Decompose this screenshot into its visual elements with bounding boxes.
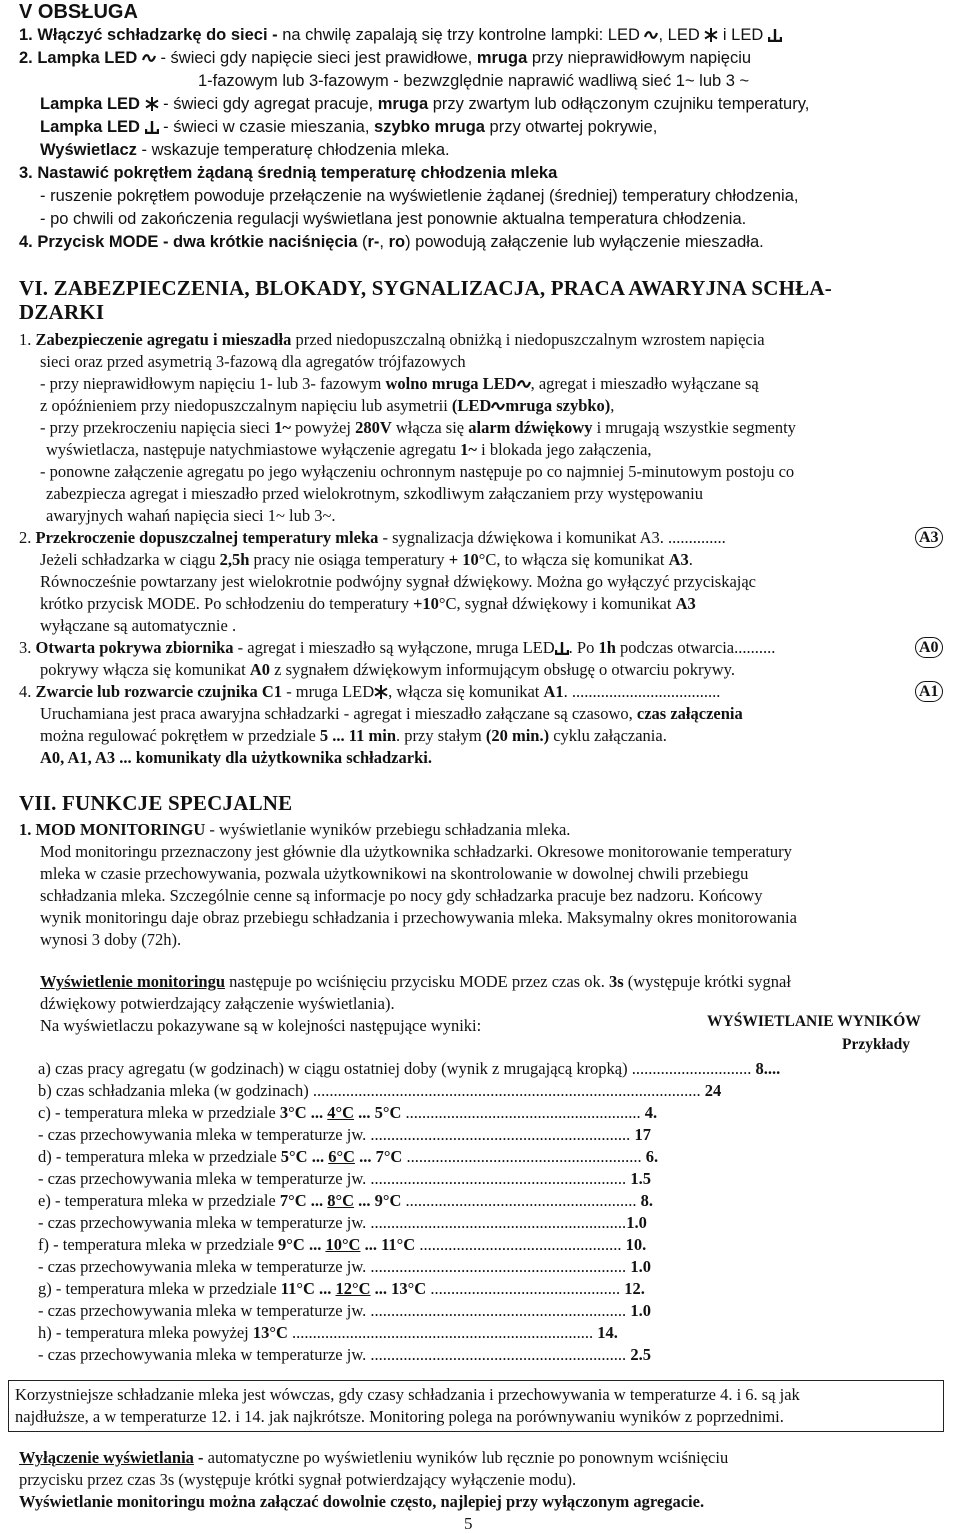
- section-5-title: V OBSŁUGA: [19, 1, 138, 23]
- result-example-value: 2.5: [630, 1345, 651, 1364]
- result-row-label: d) - temperatura mleka w przedziale: [38, 1147, 281, 1166]
- result-row-label: - czas przechowywania mleka w temperaturze jw. ..............................................................: [38, 1169, 631, 1188]
- results-header: WYŚWIETLANIE WYNIKÓW: [707, 1013, 921, 1030]
- summary-line-1: Korzystniejsze schładzanie mleka jest wówczas, gdy czasy schładzania i przechowywania w temperaturze 4. i 6. są jak: [15, 1385, 800, 1404]
- display-monitoring-line-3: Na wyświetlaczu pokazywane są w kolejności następujące wyniki:: [40, 1016, 482, 1035]
- summary-line-2: najdłuższe, a w temperaturze 12. i 14. jak najkrótsze. Monitoring polega na porównywaniu wyników z poprzednimi.: [15, 1407, 784, 1426]
- result-example-value: 8....: [755, 1059, 781, 1078]
- range-sep: ...: [354, 1191, 375, 1210]
- display-monitoring-line: Wyświetlenie monitoringu następuje po wciśnięciu przycisku MODE przez czas ok. 3s (występuje krótki sygnał: [40, 972, 791, 991]
- result-row-label: - czas przechowywania mleka w temperaturze jw. ..............................................................: [38, 1301, 631, 1320]
- range-start: 5°C: [280, 1147, 308, 1166]
- tilde-icon: [142, 51, 156, 65]
- range-mid: 8°C: [327, 1191, 355, 1210]
- item-1-line-3: - przy nieprawidłowym napięciu 1- lub 3- fazowym wolno mruga LED , agregat i mieszadło wyłączane są: [40, 374, 759, 393]
- range-sep: ...: [354, 1103, 375, 1122]
- item-1-line-6: wyświetlacza, następuje natychmiastowe wyłączenie agregatu 1~ i blokada jego załączenia,: [46, 440, 652, 459]
- section-6-title: VI. ZABEZPIECZENIA, BLOKADY, SYGNALIZACJA, PRACA AWARYJNA SCHŁA-: [19, 276, 832, 300]
- item-2-line-5: wyłączane są automatycznie .: [40, 616, 237, 635]
- result-row-label: f) - temperatura mleka w przedziale: [38, 1235, 279, 1254]
- item-1-line-9: awaryjnych wahań napięcia sieci 1~ lub 3~.: [46, 506, 336, 525]
- range-end: 11°C: [381, 1235, 416, 1254]
- step-4-line: 4. Przycisk MODE - dwa krótkie naciśnięcia (r-, ro) powodują załączenie lub wyłączenie mieszadła.: [19, 233, 764, 251]
- result-row-dots: .........................................................................: [287, 1323, 598, 1342]
- range-end: 5°C: [374, 1103, 402, 1122]
- result-example-value: 10.: [625, 1235, 647, 1254]
- item-4-line: 4. Zwarcie lub rozwarcie czujnika C1 - mruga LED , włącza się komunikat A1. ....................................: [19, 682, 721, 701]
- item-1-line-2: sieci oraz przed asymetrią 3-fazową dla agregatów trójfazowych: [40, 352, 466, 371]
- result-row: [38, 1081, 721, 1101]
- result-row-label: a) czas pracy agregatu (w godzinach) w ciągu ostatniej doby (wynik z mrugającą kropką) .............................: [38, 1059, 756, 1078]
- result-row-label: c) - temperatura mleka w przedziale: [38, 1103, 280, 1122]
- results-examples-label: Przykłady: [842, 1036, 911, 1053]
- result-row-label: - czas przechowywania mleka w temperaturze jw. ..............................................................: [38, 1213, 627, 1232]
- result-example-value: 1.0: [626, 1213, 647, 1232]
- mixer-icon: [555, 641, 569, 655]
- range-start: 9°C: [278, 1235, 305, 1254]
- display-off-line-3: Wyświetlanie monitoringu można załączać dowolnie często, najlepiej przy wyłączonym agregacie.: [19, 1492, 705, 1511]
- monitoring-desc-2: mleka w czasie przechowywania, pozwala użytkownikowi na skontrolowanie w dowolnej chwili przebiegu: [40, 864, 749, 883]
- item-4-line-2: Uruchamiana jest praca awaryjna schładzarki - agregat i mieszadło załączane są czasowo, czas załączenia: [40, 704, 743, 723]
- range-start: 3°C: [279, 1103, 307, 1122]
- result-row: [38, 1103, 657, 1123]
- monitoring-desc-1: Mod monitoringu przeznaczony jest głównie dla użytkownika schładzarki. Okresowe monitorowanie temperatury: [40, 842, 792, 861]
- display-off-line: Wyłączenie wyświetlania - automatyczne po wyświetleniu wyników lub ręcznie po ponownym wciśnięciu: [19, 1448, 729, 1467]
- result-row-dots: .................................................: [415, 1235, 626, 1254]
- monitoring-desc-5: wynosi 3 doby (72h).: [40, 930, 182, 949]
- alarm-code-badge-a0: A0: [915, 637, 943, 658]
- result-row-label: e) - temperatura mleka w przedziale: [38, 1191, 280, 1210]
- snowflake-icon: [374, 685, 388, 699]
- result-row-label: b) czas schładzania mleka (w godzinach) ..............................................................................................: [38, 1081, 705, 1100]
- result-row-label: h) - temperatura mleka powyżej: [38, 1323, 253, 1342]
- result-row: [38, 1213, 647, 1233]
- result-row: [38, 1279, 645, 1299]
- monitoring-mode-line: 1. MOD MONITORINGU - wyświetlanie wyników przebiegu schładzania mleka.: [19, 820, 571, 839]
- step-3-sub-2: - po chwili od zakończenia regulacji wyświetlana jest ponownie aktualna temperatura chłodzenia.: [40, 210, 747, 228]
- result-row: [38, 1235, 646, 1255]
- result-row: [38, 1147, 658, 1167]
- result-row: [38, 1191, 653, 1211]
- item-3-line-2: pokrywy włącza się komunikat A0 z sygnałem dźwiękowym informującym obsługę o otwarciu pokrywy.: [40, 660, 735, 679]
- range-end: 9°C: [374, 1191, 402, 1210]
- result-example-value: 4.: [644, 1103, 658, 1122]
- step-3-sub-1: - ruszenie pokrętłem powoduje przełączenie na wyświetlenie żądanej (średniej) temperatury chłodzenia,: [40, 187, 799, 205]
- item-4-line-3: można regulować pokrętłem w przedziale 5 ... 11 min. przy stałym (20 min.) cyklu załączania.: [40, 726, 667, 745]
- range-sep: ...: [314, 1279, 336, 1298]
- item-1-line: 1. Zabezpieczenie agregatu i mieszadła przed niedopuszczalną obniżką i niedopuszczalnym wzrostem napięcia: [19, 330, 765, 349]
- result-row: [38, 1345, 651, 1365]
- result-row: [38, 1257, 651, 1277]
- range-mid: 4°C: [327, 1103, 355, 1122]
- result-example-value: 8.: [640, 1191, 654, 1210]
- range-start: 11°C: [280, 1279, 315, 1298]
- item-2-line: 2. Przekroczenie dopuszczalnej temperatury mleka - sygnalizacja dźwiękowa i komunikat A3. ..............: [19, 528, 726, 547]
- monitoring-desc-3: schładzania mleka. Szczególnie cenne są informacje po nocy gdy schładzarka pracuje bez nadzoru. Końcowy: [40, 886, 763, 905]
- section-6-title-2: DZARKI: [19, 300, 105, 324]
- display-line: Wyświetlacz - wskazuje temperaturę chłodzenia mleka.: [40, 141, 450, 159]
- tilde-icon: [517, 377, 531, 391]
- summary-box: [8, 1380, 944, 1432]
- item-1-line-7: - ponowne załączenie agregatu po jego wyłączeniu ochronnym następuje po co najmniej 5-minutowym postoju co: [40, 462, 795, 481]
- snowflake-icon: [704, 28, 718, 42]
- step-3-line: 3. Nastawić pokrętłem żądaną średnią temperaturę chłodzenia mleka: [19, 164, 558, 182]
- result-row-dots: .........................................................: [402, 1147, 646, 1166]
- item-1-line-8: zabezpiecza agregat i mieszadło przed wielokrotnym, szkodliwym załączaniem przy występowaniu: [46, 484, 703, 503]
- step-2-line-2: 1-fazowym lub 3-fazowym - bezwzględnie naprawić wadliwą sieć 1~ lub 3 ~: [198, 72, 750, 90]
- range-mid: 6°C: [328, 1147, 355, 1166]
- result-row: [38, 1169, 651, 1189]
- result-row-label: g) - temperatura mleka w przedziale: [38, 1279, 281, 1298]
- result-row-dots: ........................................................: [401, 1191, 641, 1210]
- item-1-line-4: z opóźnieniem przy niedopuszczalnym napięciu lub asymetrii (LED mruga szybko),: [40, 396, 615, 415]
- tilde-icon: [491, 399, 505, 413]
- section-7-title: VII. FUNKCJE SPECJALNE: [19, 791, 293, 815]
- led-compressor-line: Lampka LED - świeci gdy agregat pracuje, mruga przy zwartym lub odłączonym czujniku temperatury,: [40, 95, 810, 113]
- display-off-line-2: przycisku przez czas 3s (występuje krótki sygnał potwierdzający wyłączenie modu).: [19, 1470, 577, 1489]
- page-number: 5: [464, 1514, 473, 1533]
- range-mid: 10°C: [325, 1235, 361, 1254]
- range-start: 13°C: [252, 1323, 288, 1342]
- range-mid: 12°C: [335, 1279, 371, 1298]
- result-example-value: 12.: [624, 1279, 645, 1298]
- result-example-value: 14.: [597, 1323, 618, 1342]
- step-2-line: 2. Lampka LED - świeci gdy napięcie sieci jest prawidłowe, mruga przy nieprawidłowym napięciu: [19, 49, 752, 67]
- step-1-line: 1. Włączyć schładzarkę do sieci - na chwilę zapalają się trzy kontrolne lampki: LED , LED i LED: [19, 25, 782, 45]
- mixer-icon: [768, 28, 782, 42]
- range-sep: ...: [354, 1147, 376, 1166]
- result-example-value: 24: [704, 1081, 722, 1100]
- range-sep: ...: [304, 1235, 326, 1254]
- led-mixer-line: Lampka LED - świeci w czasie mieszania, szybko mruga przy otwartej pokrywie,: [40, 118, 658, 136]
- range-sep: ...: [360, 1235, 382, 1254]
- range-sep: ...: [306, 1103, 328, 1122]
- tilde-icon: [644, 28, 658, 42]
- result-example-value: 6.: [645, 1147, 659, 1166]
- display-monitoring-line-2: dźwiękowy potwierdzający załączenie wyświetlania).: [40, 994, 395, 1013]
- item-3-line: 3. Otwarta pokrywa zbiornika - agregat i mieszadło są wyłączone, mruga LED . Po 1h podczas otwarcia..........: [19, 638, 776, 657]
- result-row-label: - czas przechowywania mleka w temperaturze jw. ...............................................................: [38, 1125, 635, 1144]
- result-example-value: 1.0: [630, 1301, 651, 1320]
- result-row: [38, 1059, 780, 1079]
- mixer-icon: [145, 120, 159, 134]
- result-example-value: 1.0: [630, 1257, 651, 1276]
- item-2-line-2: Jeżeli schładzarka w ciągu 2,5h pracy nie osiąga temperatury + 10°C, to włącza się komunikat A3.: [40, 550, 693, 569]
- result-example-value: 1.5: [630, 1169, 651, 1188]
- alarm-code-badge-a3: A3: [915, 527, 943, 548]
- result-row: [38, 1301, 651, 1321]
- item-2-line-4: krótko przycisk MODE. Po schłodzeniu do temperatury +10°C, sygnał dźwiękowy i komunikat A3: [40, 594, 696, 613]
- item-1-line-5: - przy przekroczeniu napięcia sieci 1~ powyżej 280V włącza się alarm dźwiękowy i mrugają wszystkie segmenty: [40, 418, 796, 437]
- result-row-label: - czas przechowywania mleka w temperaturze jw. ..............................................................: [38, 1345, 631, 1364]
- range-end: 7°C: [375, 1147, 403, 1166]
- range-end: 13°C: [391, 1279, 427, 1298]
- result-row-label: - czas przechowywania mleka w temperaturze jw. ..............................................................: [38, 1257, 631, 1276]
- result-row: [38, 1323, 618, 1343]
- result-row: [38, 1125, 651, 1145]
- result-example-value: 17: [634, 1125, 651, 1144]
- alarm-code-badge-a1: A1: [915, 681, 943, 702]
- range-sep: ...: [307, 1147, 329, 1166]
- item-4-line-4: A0, A1, A3 ... komunikaty dla użytkownika schładzarki.: [40, 748, 432, 767]
- result-row-dots: .........................................................: [401, 1103, 645, 1122]
- range-sep: ...: [306, 1191, 328, 1210]
- monitoring-desc-4: wynik monitoringu daje obraz przebiegu schładzania i przechowywania mleka. Maksymalny okres monitorowania: [40, 908, 797, 927]
- range-start: 7°C: [279, 1191, 307, 1210]
- item-2-line-3: Równocześnie powtarzany jest wielokrotnie podwójny sygnał dźwiękowy. Można go wyłączyć przyciskając: [40, 572, 757, 591]
- step-1-bold: 1. Włączyć schładzarkę do sieci -: [19, 26, 278, 44]
- result-row-dots: ..............................................: [426, 1279, 625, 1298]
- range-sep: ...: [370, 1279, 392, 1298]
- snowflake-icon: [145, 97, 159, 111]
